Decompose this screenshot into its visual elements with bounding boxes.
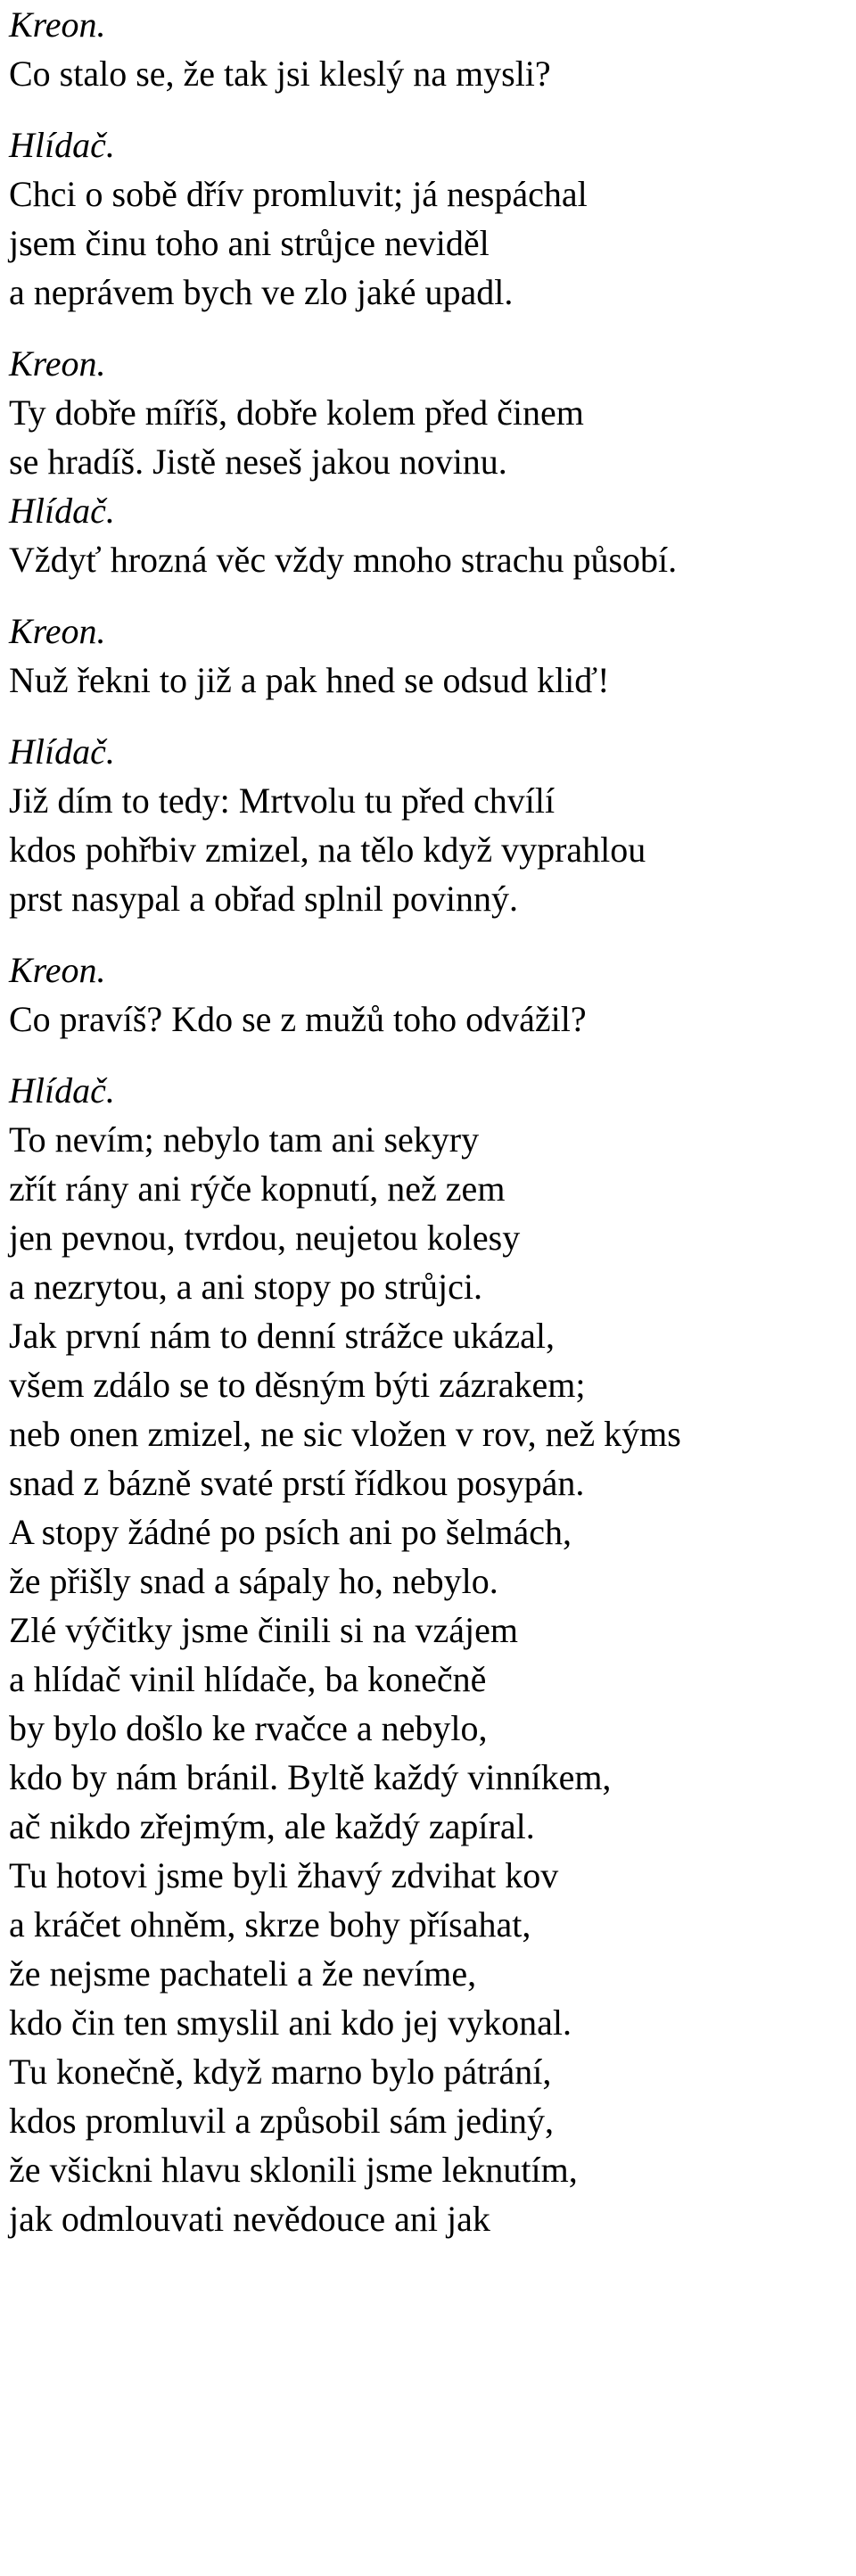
dialogue-block — [9, 486, 856, 584]
verse-line: To nevím; nebylo tam ani sekyry — [9, 1119, 480, 1160]
verse-line: a nezrytou, a ani stopy po strůjci. — [9, 1267, 482, 1307]
verse-line: jsem činu toho ani strůjce neviděl — [9, 223, 490, 263]
verse-line: Tu konečně, když marno bylo pátrání, — [9, 2052, 552, 2092]
speaker-name: Hlídač. — [9, 731, 115, 772]
dialogue-block — [9, 120, 856, 317]
verse-line: Co pravíš? Kdo se z mužů toho odvážil? — [9, 999, 587, 1039]
verse-line: kdo by nám bránil. Byltě každý vinníkem, — [9, 1757, 612, 1797]
verse-line: a neprávem bych ve zlo jaké upadl. — [9, 272, 514, 312]
verse-line: kdo čin ten smyslil ani kdo jej vykonal. — [9, 2002, 572, 2043]
block-spacer — [9, 98, 856, 120]
verse-line: kdos promluvil a způsobil sám jediný, — [9, 2101, 555, 2141]
verse-line: A stopy žádné po psích ani po šelmách, — [9, 1512, 572, 1552]
speaker-name: Kreon. — [9, 4, 106, 45]
speaker-name: Kreon. — [9, 343, 106, 384]
verse-line: a kráčet ohněm, skrze bohy přísahat, — [9, 1904, 531, 1944]
verse-line: se hradíš. Jistě neseš jakou novinu. — [9, 442, 507, 482]
speaker-name: Kreon. — [9, 611, 106, 651]
verse-line: kdos pohřbiv zmizel, na tělo když vyprahlou — [9, 830, 646, 870]
verse-line: všem zdálo se to děsným býti zázrakem; — [9, 1365, 586, 1405]
verse-line: jen pevnou, tvrdou, neujetou kolesy — [9, 1218, 521, 1258]
dialogue-block — [9, 1066, 856, 2243]
verse-line: Tu hotovi jsme byli žhavý zdvihat kov — [9, 1855, 559, 1895]
dialogue-block — [9, 607, 856, 705]
verse-line: snad z bázně svaté prstí řídkou posypán. — [9, 1463, 585, 1503]
block-spacer — [9, 1044, 856, 1066]
dialogue-block — [9, 727, 856, 923]
verse-line: Nuž řekni to již a pak hned se odsud kliď! — [9, 660, 610, 700]
speaker-name: Hlídač. — [9, 125, 115, 165]
verse-line: Jak první nám to denní strážce ukázal, — [9, 1316, 555, 1356]
verse-line: jak odmlouvati nevědouce ani jak — [9, 2199, 490, 2239]
verse-line: Již dím to tedy: Mrtvolu tu před chvílí — [9, 780, 556, 821]
verse-line: Vždyť hrozná věc vždy mnoho strachu působí. — [9, 540, 678, 580]
block-spacer — [9, 584, 856, 607]
dialogue-block — [9, 945, 856, 1044]
verse-line: by bylo došlo ke rvačce a nebylo, — [9, 1708, 488, 1748]
speaker-name: Hlídač. — [9, 491, 115, 531]
verse-line: Ty dobře míříš, dobře kolem před činem — [9, 392, 584, 433]
verse-line: neb onen zmizel, ne sic vložen v rov, než kýms — [9, 1414, 681, 1454]
block-spacer — [9, 317, 856, 339]
verse-line: Zlé výčitky jsme činili si na vzájem — [9, 1610, 518, 1650]
verse-line: a hlídač vinil hlídače, ba konečně — [9, 1659, 487, 1699]
block-spacer — [9, 923, 856, 945]
verse-line: Co stalo se, že tak jsi kleslý na mysli? — [9, 54, 551, 94]
speaker-name: Kreon. — [9, 950, 106, 990]
dialogue-block — [9, 339, 856, 486]
verse-line: že nejsme pachateli a že nevíme, — [9, 1953, 477, 1994]
verse-line: zřít rány ani rýče kopnutí, než zem — [9, 1168, 506, 1209]
verse-line: že přišly snad a sápaly ho, nebylo. — [9, 1561, 498, 1601]
dialogue-block — [9, 0, 856, 98]
block-spacer — [9, 705, 856, 727]
verse-line: Chci o sobě dřív promluvit; já nespáchal — [9, 174, 588, 214]
speaker-name: Hlídač. — [9, 1070, 115, 1110]
verse-line: že všickni hlavu sklonili jsme leknutím, — [9, 2150, 578, 2190]
verse-line: ač nikdo zřejmým, ale každý zapíral. — [9, 1806, 535, 1846]
verse-line: prst nasypal a obřad splnil povinný. — [9, 879, 519, 919]
